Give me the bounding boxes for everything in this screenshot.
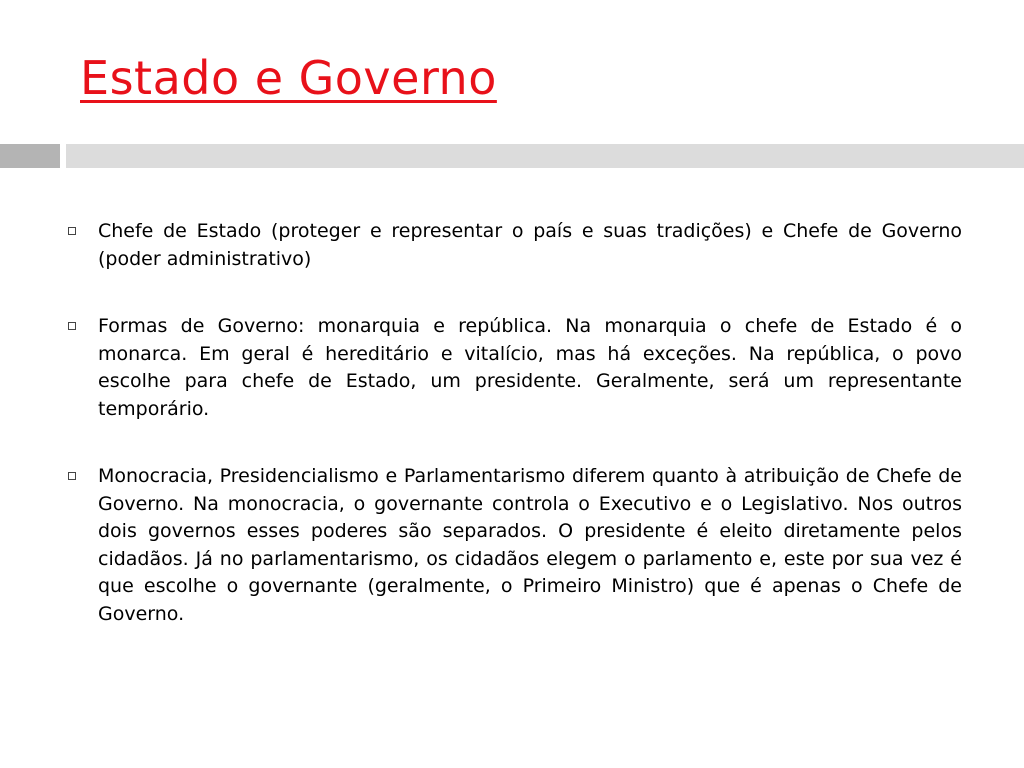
bullet-text: Chefe de Estado (proteger e representar o país e suas tradições) e Chefe de Governo (poder administrativo) [98,220,962,270]
bullet-item-monocracia [68,463,962,628]
bullet-text: Monocracia, Presidencialismo e Parlamentarismo diferem quanto à atribuição de Chefe de Governo. Na monocracia, o governante controla o Executivo e o Legislativo. Nos outros dois governos esses poderes são separados. O presidente é eleito diretamente pelos cidadãos. Já no parlamentarismo, os cidadãos elegem o parlamento e, este por sua vez é que escolhe o governante (geralmente, o Primeiro Ministro) que é apenas o Chefe de Governo. [98,465,962,625]
slide-title: Estado e Governo [80,51,497,105]
square-bullet-icon [68,472,76,480]
header-band-right [66,144,1024,168]
bullet-item-chefe-estado [68,218,962,273]
square-bullet-icon [68,227,76,235]
bullet-text: Formas de Governo: monarquia e república. Na monarquia o chefe de Estado é o monarca. Em geral é hereditário e vitalício, mas há exceções. Na república, o povo escolhe para chefe de Estado, um presidente. Geralmente, será um representante temporário. [98,315,962,420]
header-band-left [0,144,60,168]
bullet-item-formas-governo [68,313,962,423]
bullet-list [68,218,962,668]
square-bullet-icon [68,322,76,330]
